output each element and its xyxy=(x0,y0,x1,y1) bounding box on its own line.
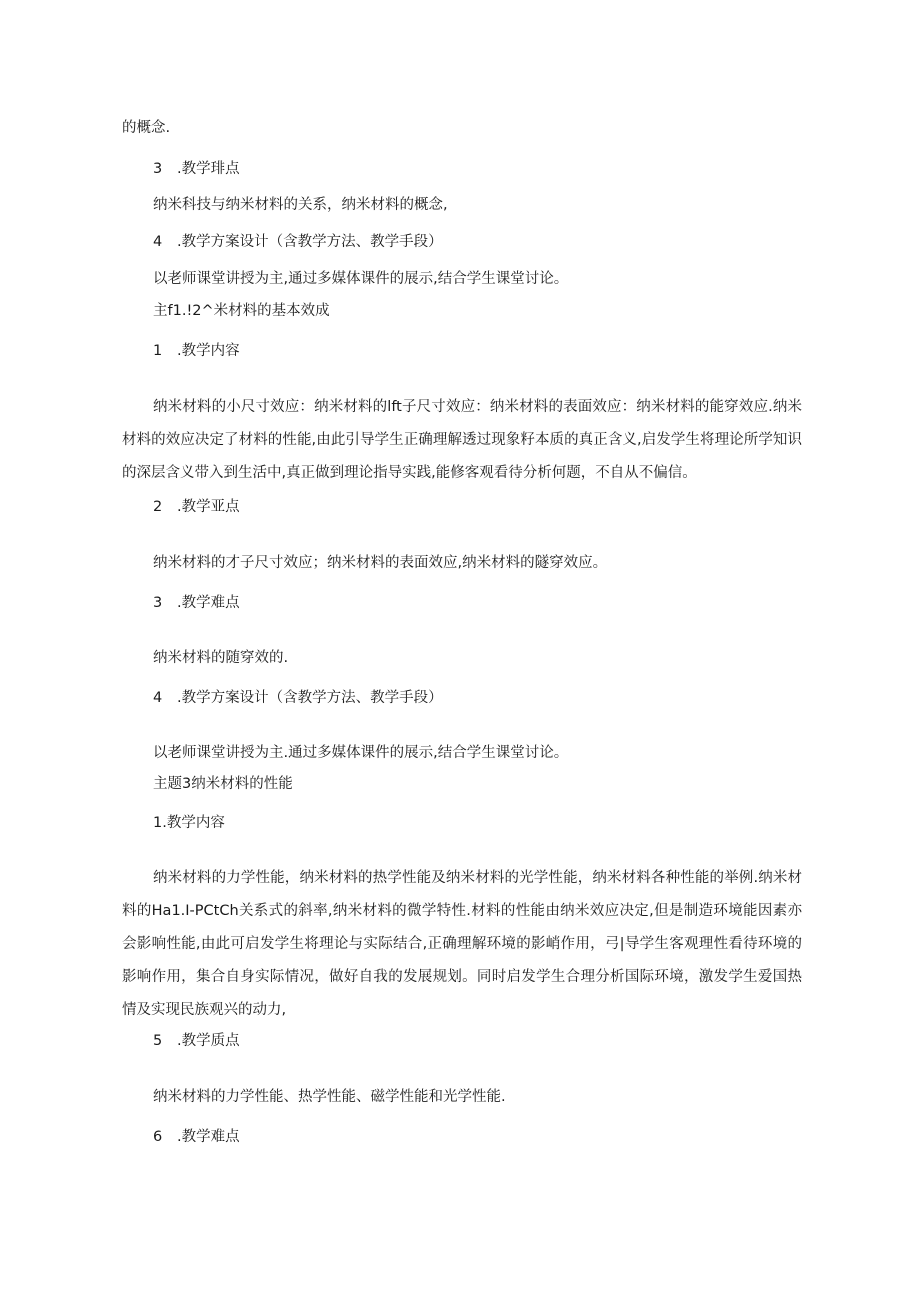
section-title: .教学内容 xyxy=(177,343,240,359)
section-heading xyxy=(153,1127,240,1147)
text-line: 纳米材料的力学性能、热学性能、磁学性能和光学性能. xyxy=(153,1089,506,1105)
section-heading xyxy=(153,232,443,252)
section-heading: 1.教学内容 xyxy=(153,815,225,831)
section-title: .教学难点 xyxy=(177,1129,240,1145)
section-title: .教学琲点 xyxy=(177,161,240,177)
text-line: 以老师课堂讲授为主,通过多媒体课件的展示,结合学生课堂讨论。 xyxy=(153,271,569,287)
section-title: .教学难点 xyxy=(177,595,240,611)
topic-heading: 主f1.!2^米材料的基本效成 xyxy=(153,303,330,319)
body-paragraph: 纳米材料的小尺寸效应：纳米材料的lft子尺寸效应：纳米材料的表面效应：纳米材料的能穿效应.纳米材料的效应决定了材料的性能,由此引导学生正确理解透过现象籽本质的真正含义,启发学生将理论所学知识的深层含义带入到生活中,真正做到理论指导实践,能修客观看待分析何题，不自从不偏信。 xyxy=(122,399,802,481)
section-title: .教学方案设计（含教学方法、教学手段） xyxy=(177,234,443,250)
section-number: 6 xyxy=(153,1129,163,1145)
text-line: 纳米科技与纳米材料的关系，纳米材料的概念, xyxy=(153,197,448,213)
section-number: 3 xyxy=(153,161,163,177)
topic-heading: 主题3纳米材料的性能 xyxy=(153,776,293,792)
section-heading xyxy=(153,593,240,613)
section-title: .教学质点 xyxy=(177,1033,240,1049)
text-line: 以老师课堂讲授为主.通过多媒体课件的展示,结合学生课堂讨论。 xyxy=(153,745,569,761)
section-number: 4 xyxy=(153,690,163,706)
section-heading xyxy=(153,688,443,708)
section-heading xyxy=(153,341,240,361)
section-number: 5 xyxy=(153,1033,163,1049)
body-paragraph: 纳米材料的力学性能，纳米材料的热学性能及纳米材料的光学性能，纳米材料各种性能的举例.纳米材料的Ha1.I-PCtCh关系式的斜率,纳米材料的微学特性.材料的性能由纳米效应决定,但是制造环境能因素亦会影响性能,由此可启发学生将理论与实际结合,正确理解环境的影峭作用，弓|导学生客观理性看待环境的影响作用，集合自身实际情况，做好自我的发展规划。同时启发学生合理分析国际环境，激发学生爱国热情及实现民族观兴的动力, xyxy=(122,870,802,1018)
section-title: .教学方案设计（含教学方法、教学手段） xyxy=(177,690,443,706)
text-line: 纳米材料的随穿效的. xyxy=(153,650,289,666)
section-number: 1 xyxy=(153,343,163,359)
text-line: 的概念. xyxy=(122,120,171,136)
section-heading xyxy=(153,1031,240,1051)
section-heading xyxy=(153,159,240,179)
section-number: 2 xyxy=(153,499,163,515)
section-number: 3 xyxy=(153,595,163,611)
text-line: 纳米材料的才子尺寸效应；纳米材料的表面效应,纳米材料的隧穿效应。 xyxy=(153,555,608,571)
section-heading xyxy=(153,497,240,517)
section-title: .教学亚点 xyxy=(177,499,240,515)
section-number: 4 xyxy=(153,234,163,250)
